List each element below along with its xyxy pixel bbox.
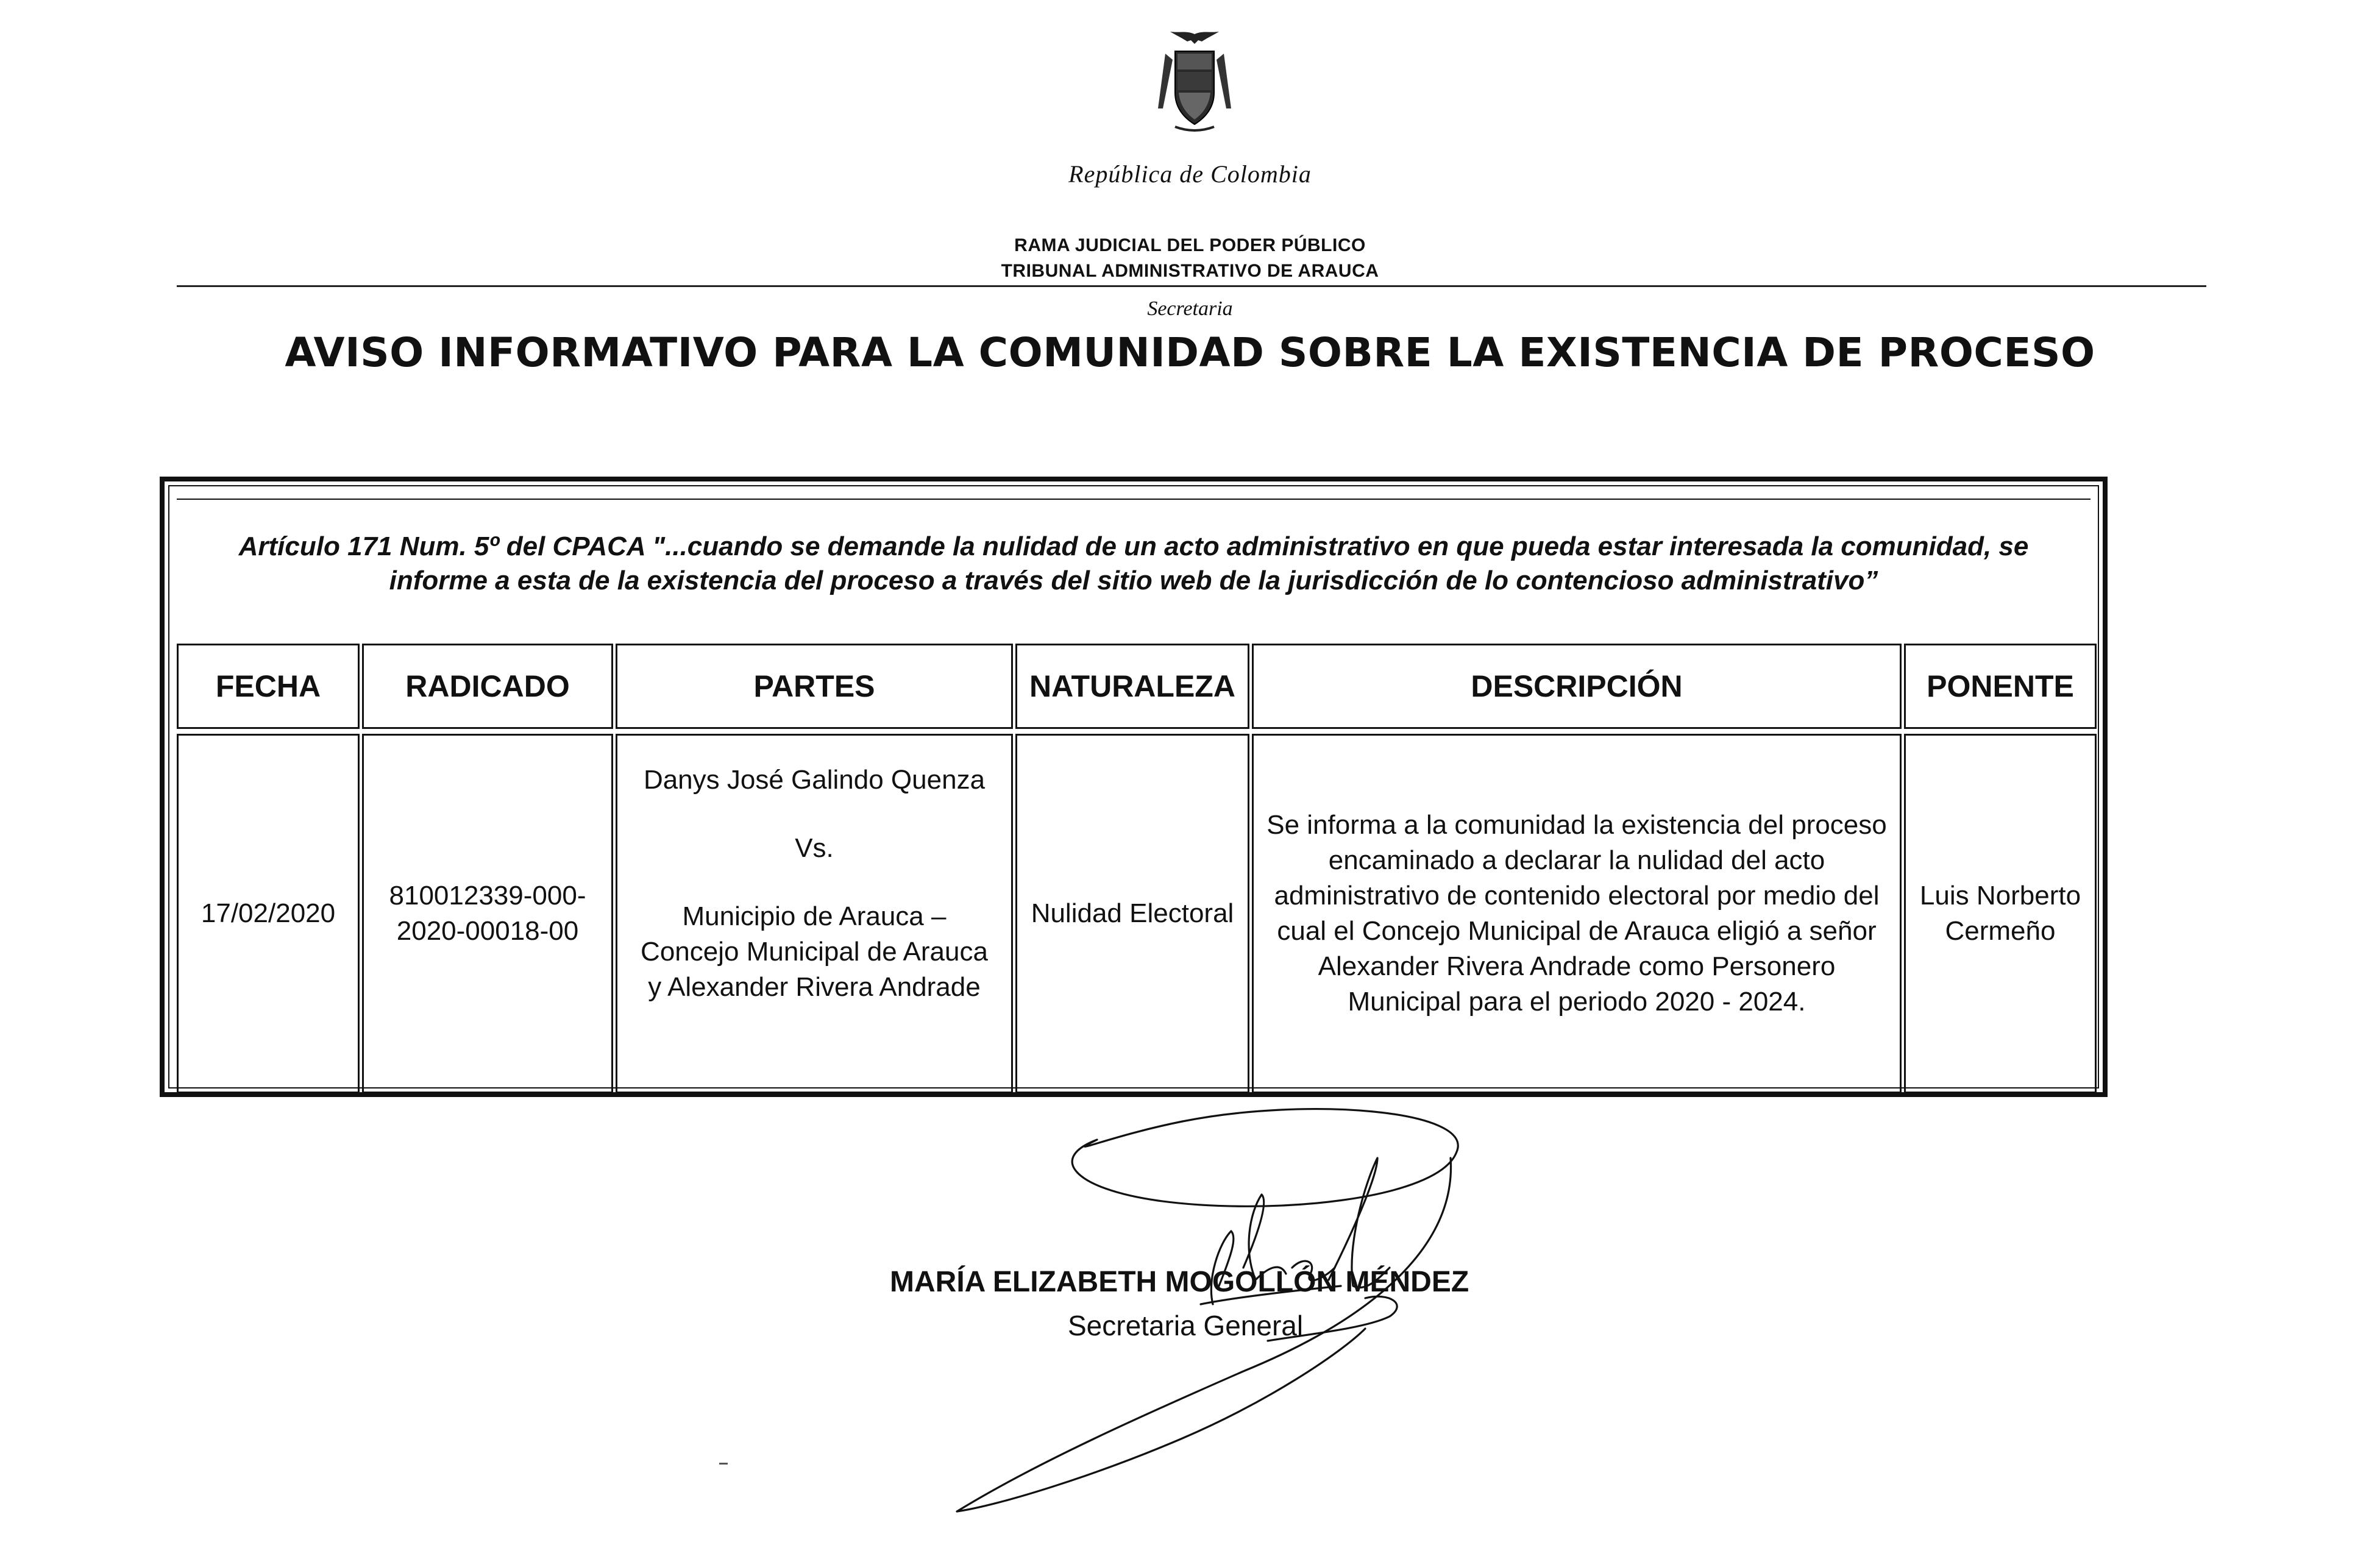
ponente-line-1: Luis Norberto xyxy=(1919,881,2081,911)
cell-partes xyxy=(616,734,1013,1093)
handwritten-signature xyxy=(841,1085,1511,1524)
cell-ponente xyxy=(1904,734,2097,1093)
signer-role: Secretaria General xyxy=(1068,1310,1304,1341)
notice-table xyxy=(160,477,2108,1097)
republica-heading: República de Colombia xyxy=(1068,160,1312,188)
header-fecha: FECHA xyxy=(177,644,360,729)
header-radicado: RADICADO xyxy=(362,644,613,729)
office-heading: Secretaria xyxy=(1147,297,1233,320)
tribunal-heading: TRIBUNAL ADMINISTRATIVO DE ARAUCA xyxy=(1001,261,1379,281)
partes-vs: Vs. xyxy=(795,833,834,863)
radicado-line-2: 2020-00018-00 xyxy=(396,916,579,946)
ponente-line-2: Cermeño xyxy=(1945,916,2056,946)
cell-naturaleza: Nulidad Electoral xyxy=(1015,734,1249,1093)
partes-demandado-line-2: Concejo Municipal de Arauca xyxy=(641,937,988,967)
cell-descripcion: Se informa a la comunidad la existencia del proceso encaminado a declarar la nulidad del acto administrativo de contenido electoral por medio del cual el Concejo Municipal de Arauca eligió a señor Alexander Rivera Andrade como Personero Municipal para el periodo 2020 - 2024. xyxy=(1252,734,1902,1093)
rama-judicial-heading: RAMA JUDICIAL DEL PODER PÚBLICO xyxy=(1014,235,1366,255)
stray-mark xyxy=(719,1463,728,1465)
signer-name: MARÍA ELIZABETH MOGOLLÓN MÉNDEZ xyxy=(890,1266,1469,1298)
cell-fecha: 17/02/2020 xyxy=(177,734,360,1093)
coat-of-arms-seal xyxy=(1152,29,1237,133)
notice-table-inner xyxy=(168,485,2099,1088)
partes-demandante: Danys José Galindo Quenza xyxy=(643,765,986,795)
document-title: AVISO INFORMATIVO PARA LA COMUNIDAD SOBRE LA EXISTENCIA DE PROCESO xyxy=(285,329,2095,376)
partes-demandado-line-1: Municipio de Arauca – xyxy=(682,901,947,931)
cell-radicado xyxy=(362,734,613,1093)
radicado-line-1: 810012339-000- xyxy=(389,881,586,911)
partes-demandado-line-3: y Alexander Rivera Andrade xyxy=(648,972,981,1002)
header-divider xyxy=(177,285,2206,287)
header-naturaleza: NATURALEZA xyxy=(1015,644,1249,729)
article-quote: Artículo 171 Num. 5º del CPACA "...cuando se demande la nulidad de un acto administrativo en que pueda estar interesada la comunidad, se informe a esta de la existencia del proceso a través del sitio web de la jurisdicción de lo contencioso administrativo” xyxy=(177,499,2090,628)
header-ponente: PONENTE xyxy=(1904,644,2097,729)
header-descripcion: DESCRIPCIÓN xyxy=(1252,644,1902,729)
header-partes: PARTES xyxy=(616,644,1013,729)
